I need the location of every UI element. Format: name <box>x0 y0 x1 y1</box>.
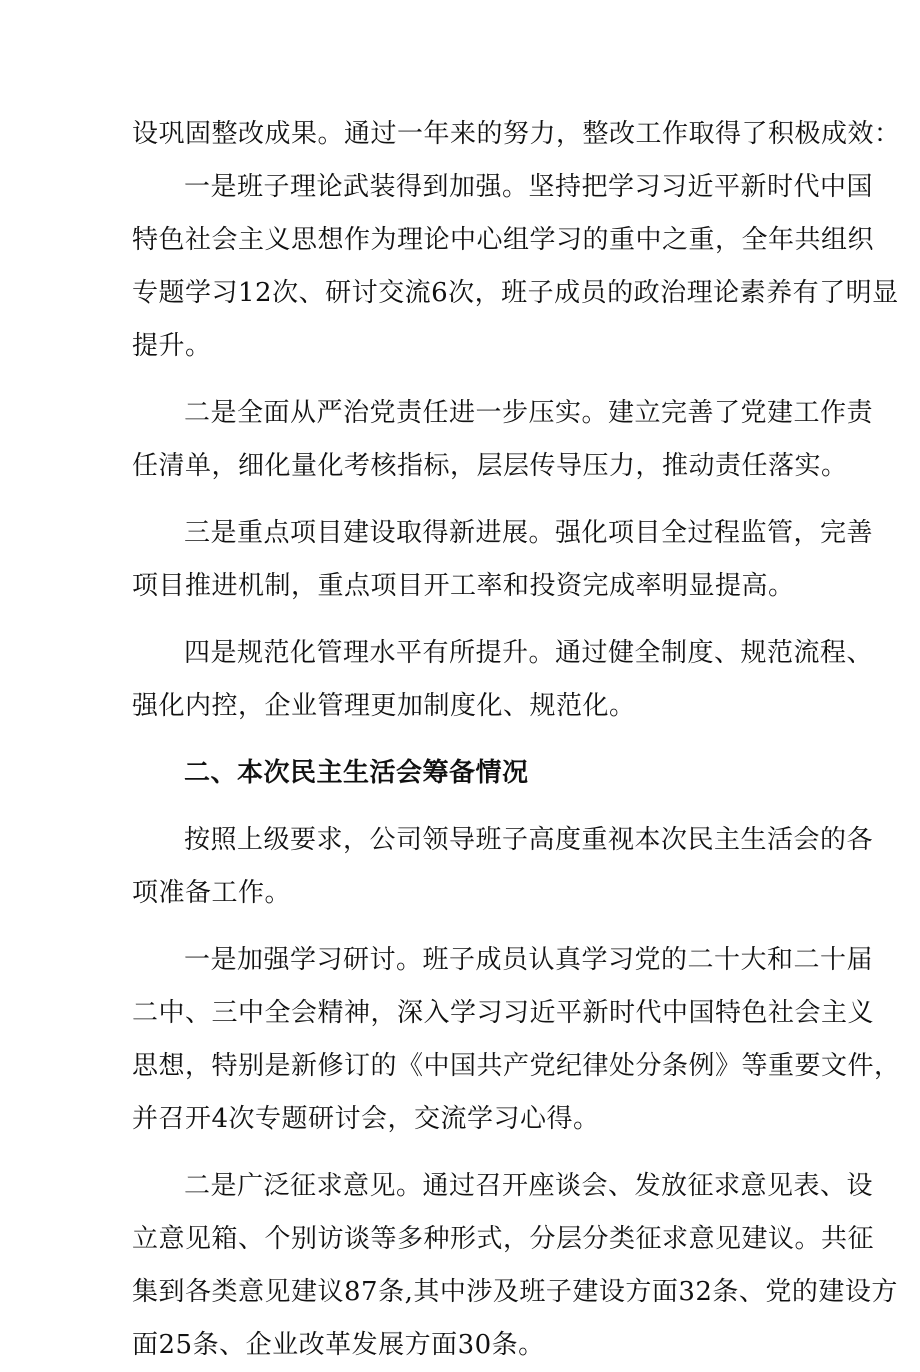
paragraph-line: 项目推进机制，重点项目开工率和投资完成率明显提高。 <box>132 571 795 601</box>
paragraph-line: 立意见箱、个别访谈等多种形式，分层分类征求意见建议。共征 <box>132 1224 875 1254</box>
paragraph <box>132 387 874 493</box>
paragraph <box>132 1160 898 1372</box>
paragraph-spacer <box>132 493 797 507</box>
paragraph-line: 特色社会主义思想作为理论中心组学习的重中之重，全年共组织 <box>132 225 875 255</box>
paragraph-line: 任清单，细化量化考核指标，层层传导压力，推动责任落实。 <box>132 451 848 481</box>
paragraph-line: 按照上级要求，公司领导班子高度重视本次民主生活会的各 <box>184 825 874 855</box>
paragraph-line: 强化内控，企业管理更加制度化、规范化。 <box>132 691 636 721</box>
paragraph-line: 提升。 <box>132 331 212 361</box>
paragraph-spacer <box>132 1146 797 1160</box>
paragraph-line: 思想，特别是新修订的《中国共产党纪律处分条例》等重要文件， <box>132 1051 901 1081</box>
paragraph-line: 四是规范化管理水平有所提升。通过健全制度、规范流程、 <box>184 638 874 668</box>
paragraph-line: 集到各类意见建议87条,其中涉及班子建设方面32条、党的建设方 <box>132 1277 898 1307</box>
paragraph-spacer <box>132 920 797 934</box>
paragraph-line: 二是广泛征求意见。通过召开座谈会、发放征求意见表、设 <box>184 1171 874 1201</box>
paragraph-line: 二中、三中全会精神，深入学习习近平新时代中国特色社会主义 <box>132 998 875 1028</box>
paragraph <box>132 934 901 1146</box>
paragraph-line: 面25条、企业改革发展方面30条。 <box>132 1330 545 1360</box>
paragraph <box>132 507 874 613</box>
paragraph-line: 二是全面从严治党责任进一步压实。建立完善了党建工作责 <box>184 398 874 428</box>
paragraph <box>132 627 874 733</box>
paragraph-line: 并召开4次专题研讨会，交流学习心得。 <box>132 1104 600 1134</box>
paragraph <box>132 814 874 920</box>
paragraph-line: 专题学习12次、研讨交流6次，班子成员的政治理论素养有了明显 <box>132 278 899 308</box>
paragraph <box>132 161 899 373</box>
paragraph-line: 项准备工作。 <box>132 878 292 908</box>
paragraph-line: 一是班子理论武装得到加强。坚持把学习习近平新时代中国 <box>184 172 874 202</box>
document-body <box>132 108 901 1372</box>
paragraph-spacer <box>132 373 797 387</box>
paragraph-spacer <box>132 613 797 627</box>
section-heading: 二、本次民主生活会筹备情况 <box>184 758 529 788</box>
paragraph-line: 设巩固整改成果。通过一年来的努力，整改工作取得了积极成效： <box>132 119 901 149</box>
paragraph-line: 一是加强学习研讨。班子成员认真学习党的二十大和二十届 <box>184 945 874 975</box>
paragraph-line: 三是重点项目建设取得新进展。强化项目全过程监管，完善 <box>184 518 874 548</box>
paragraph-spacer <box>132 733 797 747</box>
paragraph-spacer <box>132 800 797 814</box>
